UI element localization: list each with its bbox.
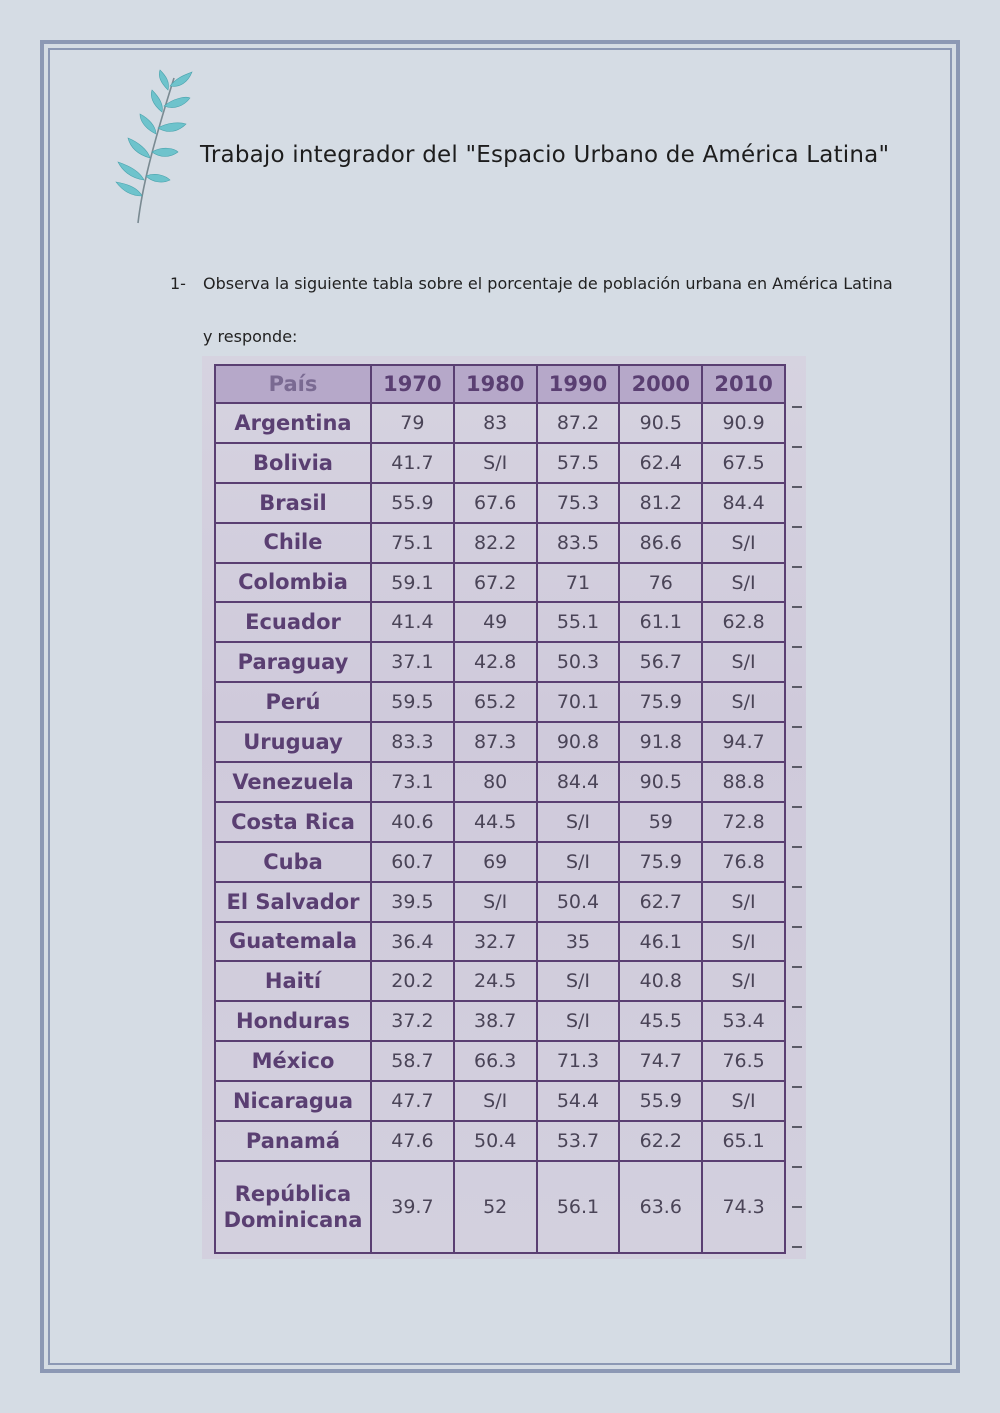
value-cell: 59 bbox=[619, 802, 702, 842]
value-cell: 35 bbox=[537, 922, 620, 962]
table-row bbox=[215, 602, 785, 642]
value-cell: S/I bbox=[537, 1001, 620, 1041]
value-cell: 32.7 bbox=[454, 922, 537, 962]
table-row bbox=[215, 523, 785, 563]
value-cell: 50.4 bbox=[537, 882, 620, 922]
value-cell: 67.2 bbox=[454, 563, 537, 603]
value-cell: 80 bbox=[454, 762, 537, 802]
value-cell: 90.5 bbox=[619, 762, 702, 802]
table-row bbox=[215, 1081, 785, 1121]
country-name-cell: México bbox=[215, 1041, 371, 1081]
table-row bbox=[215, 762, 785, 802]
value-cell: S/I bbox=[702, 961, 785, 1001]
header-cell-year: 1970 bbox=[371, 365, 454, 403]
value-cell: 37.1 bbox=[371, 642, 454, 682]
value-cell: 38.7 bbox=[454, 1001, 537, 1041]
value-cell: 84.4 bbox=[702, 483, 785, 523]
country-name-cell: Perú bbox=[215, 682, 371, 722]
value-cell: 73.1 bbox=[371, 762, 454, 802]
country-name-cell: Brasil bbox=[215, 483, 371, 523]
table-body bbox=[215, 403, 785, 1253]
value-cell: 40.8 bbox=[619, 961, 702, 1001]
value-cell: 55.1 bbox=[537, 602, 620, 642]
value-cell: 49 bbox=[454, 602, 537, 642]
header-cell-year: 2000 bbox=[619, 365, 702, 403]
value-cell: 47.7 bbox=[371, 1081, 454, 1121]
value-cell: 90.8 bbox=[537, 722, 620, 762]
value-cell: 75.9 bbox=[619, 682, 702, 722]
value-cell: 88.8 bbox=[702, 762, 785, 802]
country-name-cell: Colombia bbox=[215, 563, 371, 603]
value-cell: 55.9 bbox=[619, 1081, 702, 1121]
value-cell: 84.4 bbox=[537, 762, 620, 802]
value-cell: 60.7 bbox=[371, 842, 454, 882]
table-row bbox=[215, 842, 785, 882]
table-row bbox=[215, 1041, 785, 1081]
value-cell: 39.7 bbox=[371, 1161, 454, 1253]
value-cell: 50.3 bbox=[537, 642, 620, 682]
table-header-row bbox=[215, 365, 785, 403]
country-name-cell: Ecuador bbox=[215, 602, 371, 642]
page-title: Trabajo integrador del "Espacio Urbano de América Latina" bbox=[200, 142, 890, 168]
value-cell: 59.1 bbox=[371, 563, 454, 603]
value-cell: 59.5 bbox=[371, 682, 454, 722]
table-row bbox=[215, 1121, 785, 1161]
value-cell: S/I bbox=[537, 802, 620, 842]
value-cell: 86.6 bbox=[619, 523, 702, 563]
value-cell: 39.5 bbox=[371, 882, 454, 922]
value-cell: 57.5 bbox=[537, 443, 620, 483]
country-name-cell: Guatemala bbox=[215, 922, 371, 962]
table-row bbox=[215, 642, 785, 682]
ruler-tick bbox=[792, 1246, 802, 1248]
country-name-cell: Haití bbox=[215, 961, 371, 1001]
ruler-tick bbox=[792, 926, 802, 928]
value-cell: S/I bbox=[702, 682, 785, 722]
value-cell: 83.3 bbox=[371, 722, 454, 762]
question-text: Observa la siguiente tabla sobre el porcentaje de población urbana en América Latina bbox=[203, 274, 893, 293]
table-row bbox=[215, 1001, 785, 1041]
value-cell: 69 bbox=[454, 842, 537, 882]
value-cell: 20.2 bbox=[371, 961, 454, 1001]
value-cell: 63.6 bbox=[619, 1161, 702, 1253]
value-cell: 87.2 bbox=[537, 403, 620, 443]
value-cell: 75.9 bbox=[619, 842, 702, 882]
value-cell: 40.6 bbox=[371, 802, 454, 842]
ruler-tick bbox=[792, 846, 802, 848]
value-cell: 76 bbox=[619, 563, 702, 603]
ruler-tick bbox=[792, 526, 802, 528]
country-name-cell: Bolivia bbox=[215, 443, 371, 483]
header-cell-year: 2010 bbox=[702, 365, 785, 403]
table-row bbox=[215, 483, 785, 523]
value-cell: 87.3 bbox=[454, 722, 537, 762]
ruler-tick bbox=[792, 1126, 802, 1128]
value-cell: 76.8 bbox=[702, 842, 785, 882]
value-cell: 83.5 bbox=[537, 523, 620, 563]
value-cell: S/I bbox=[702, 642, 785, 682]
value-cell: 53.4 bbox=[702, 1001, 785, 1041]
value-cell: S/I bbox=[454, 443, 537, 483]
value-cell: 36.4 bbox=[371, 922, 454, 962]
country-name-cell: Argentina bbox=[215, 403, 371, 443]
value-cell: 75.3 bbox=[537, 483, 620, 523]
value-cell: 83 bbox=[454, 403, 537, 443]
ruler-tick bbox=[792, 446, 802, 448]
country-name-cell: Uruguay bbox=[215, 722, 371, 762]
ruler-tick bbox=[792, 1046, 802, 1048]
value-cell: 47.6 bbox=[371, 1121, 454, 1161]
value-cell: 65.2 bbox=[454, 682, 537, 722]
value-cell: 52 bbox=[454, 1161, 537, 1253]
header-cell-year: 1980 bbox=[454, 365, 537, 403]
value-cell: 66.3 bbox=[454, 1041, 537, 1081]
value-cell: S/I bbox=[454, 882, 537, 922]
value-cell: 62.7 bbox=[619, 882, 702, 922]
ruler-tick bbox=[792, 1166, 802, 1168]
value-cell: 41.4 bbox=[371, 602, 454, 642]
ruler-tick bbox=[792, 646, 802, 648]
value-cell: 55.9 bbox=[371, 483, 454, 523]
table-row bbox=[215, 403, 785, 443]
ruler-tick bbox=[792, 886, 802, 888]
table-row bbox=[215, 722, 785, 762]
value-cell: 53.7 bbox=[537, 1121, 620, 1161]
value-cell: S/I bbox=[537, 842, 620, 882]
table-row bbox=[215, 802, 785, 842]
ruler-tick bbox=[792, 726, 802, 728]
value-cell: 42.8 bbox=[454, 642, 537, 682]
value-cell: 79 bbox=[371, 403, 454, 443]
ruler-tick bbox=[792, 1086, 802, 1088]
table-row bbox=[215, 563, 785, 603]
table-row bbox=[215, 961, 785, 1001]
value-cell: 62.4 bbox=[619, 443, 702, 483]
value-cell: 61.1 bbox=[619, 602, 702, 642]
value-cell: 72.8 bbox=[702, 802, 785, 842]
value-cell: 71 bbox=[537, 563, 620, 603]
country-name-cell: Venezuela bbox=[215, 762, 371, 802]
country-name-cell: El Salvador bbox=[215, 882, 371, 922]
value-cell: S/I bbox=[454, 1081, 537, 1121]
value-cell: 24.5 bbox=[454, 961, 537, 1001]
value-cell: 70.1 bbox=[537, 682, 620, 722]
ruler-tick bbox=[792, 406, 802, 408]
country-name-cell: Paraguay bbox=[215, 642, 371, 682]
question-number: 1- bbox=[170, 274, 186, 293]
value-cell: 50.4 bbox=[454, 1121, 537, 1161]
value-cell: S/I bbox=[702, 922, 785, 962]
country-name-cell: República Dominicana bbox=[215, 1161, 371, 1253]
value-cell: 62.2 bbox=[619, 1121, 702, 1161]
country-name-cell: Panamá bbox=[215, 1121, 371, 1161]
table-photo bbox=[202, 356, 806, 1259]
header-cell-country: País bbox=[215, 365, 371, 403]
value-cell: 74.7 bbox=[619, 1041, 702, 1081]
value-cell: 62.8 bbox=[702, 602, 785, 642]
value-cell: 56.1 bbox=[537, 1161, 620, 1253]
value-cell: S/I bbox=[702, 523, 785, 563]
header-cell-year: 1990 bbox=[537, 365, 620, 403]
ruler-tick bbox=[792, 1206, 802, 1208]
ruler-tick bbox=[792, 1006, 802, 1008]
value-cell: 71.3 bbox=[537, 1041, 620, 1081]
value-cell: 56.7 bbox=[619, 642, 702, 682]
value-cell: 54.4 bbox=[537, 1081, 620, 1121]
urban-population-table bbox=[214, 364, 786, 1254]
country-name-cell: Honduras bbox=[215, 1001, 371, 1041]
ruler-tick bbox=[792, 566, 802, 568]
table-row bbox=[215, 922, 785, 962]
ruler-tick bbox=[792, 766, 802, 768]
ruler-tick bbox=[792, 966, 802, 968]
leaf-branch-icon bbox=[108, 68, 198, 228]
value-cell: S/I bbox=[702, 882, 785, 922]
table-row bbox=[215, 682, 785, 722]
value-cell: 58.7 bbox=[371, 1041, 454, 1081]
value-cell: 82.2 bbox=[454, 523, 537, 563]
value-cell: 90.5 bbox=[619, 403, 702, 443]
value-cell: S/I bbox=[702, 1081, 785, 1121]
value-cell: 46.1 bbox=[619, 922, 702, 962]
value-cell: 90.9 bbox=[702, 403, 785, 443]
value-cell: 91.8 bbox=[619, 722, 702, 762]
value-cell: 37.2 bbox=[371, 1001, 454, 1041]
value-cell: 81.2 bbox=[619, 483, 702, 523]
country-name-cell: Nicaragua bbox=[215, 1081, 371, 1121]
country-name-cell: Costa Rica bbox=[215, 802, 371, 842]
value-cell: 74.3 bbox=[702, 1161, 785, 1253]
question-text-continued: y responde: bbox=[203, 327, 298, 346]
country-name-cell: Chile bbox=[215, 523, 371, 563]
value-cell: S/I bbox=[537, 961, 620, 1001]
value-cell: 67.6 bbox=[454, 483, 537, 523]
ruler-tick bbox=[792, 486, 802, 488]
value-cell: 67.5 bbox=[702, 443, 785, 483]
value-cell: 76.5 bbox=[702, 1041, 785, 1081]
value-cell: 44.5 bbox=[454, 802, 537, 842]
ruler-tick bbox=[792, 686, 802, 688]
value-cell: 65.1 bbox=[702, 1121, 785, 1161]
value-cell: 41.7 bbox=[371, 443, 454, 483]
value-cell: 45.5 bbox=[619, 1001, 702, 1041]
value-cell: 75.1 bbox=[371, 523, 454, 563]
table-row bbox=[215, 1161, 785, 1253]
ruler-tick bbox=[792, 806, 802, 808]
country-name-cell: Cuba bbox=[215, 842, 371, 882]
table-row bbox=[215, 443, 785, 483]
table-row bbox=[215, 882, 785, 922]
value-cell: 94.7 bbox=[702, 722, 785, 762]
value-cell: S/I bbox=[702, 563, 785, 603]
ruler-tick bbox=[792, 606, 802, 608]
